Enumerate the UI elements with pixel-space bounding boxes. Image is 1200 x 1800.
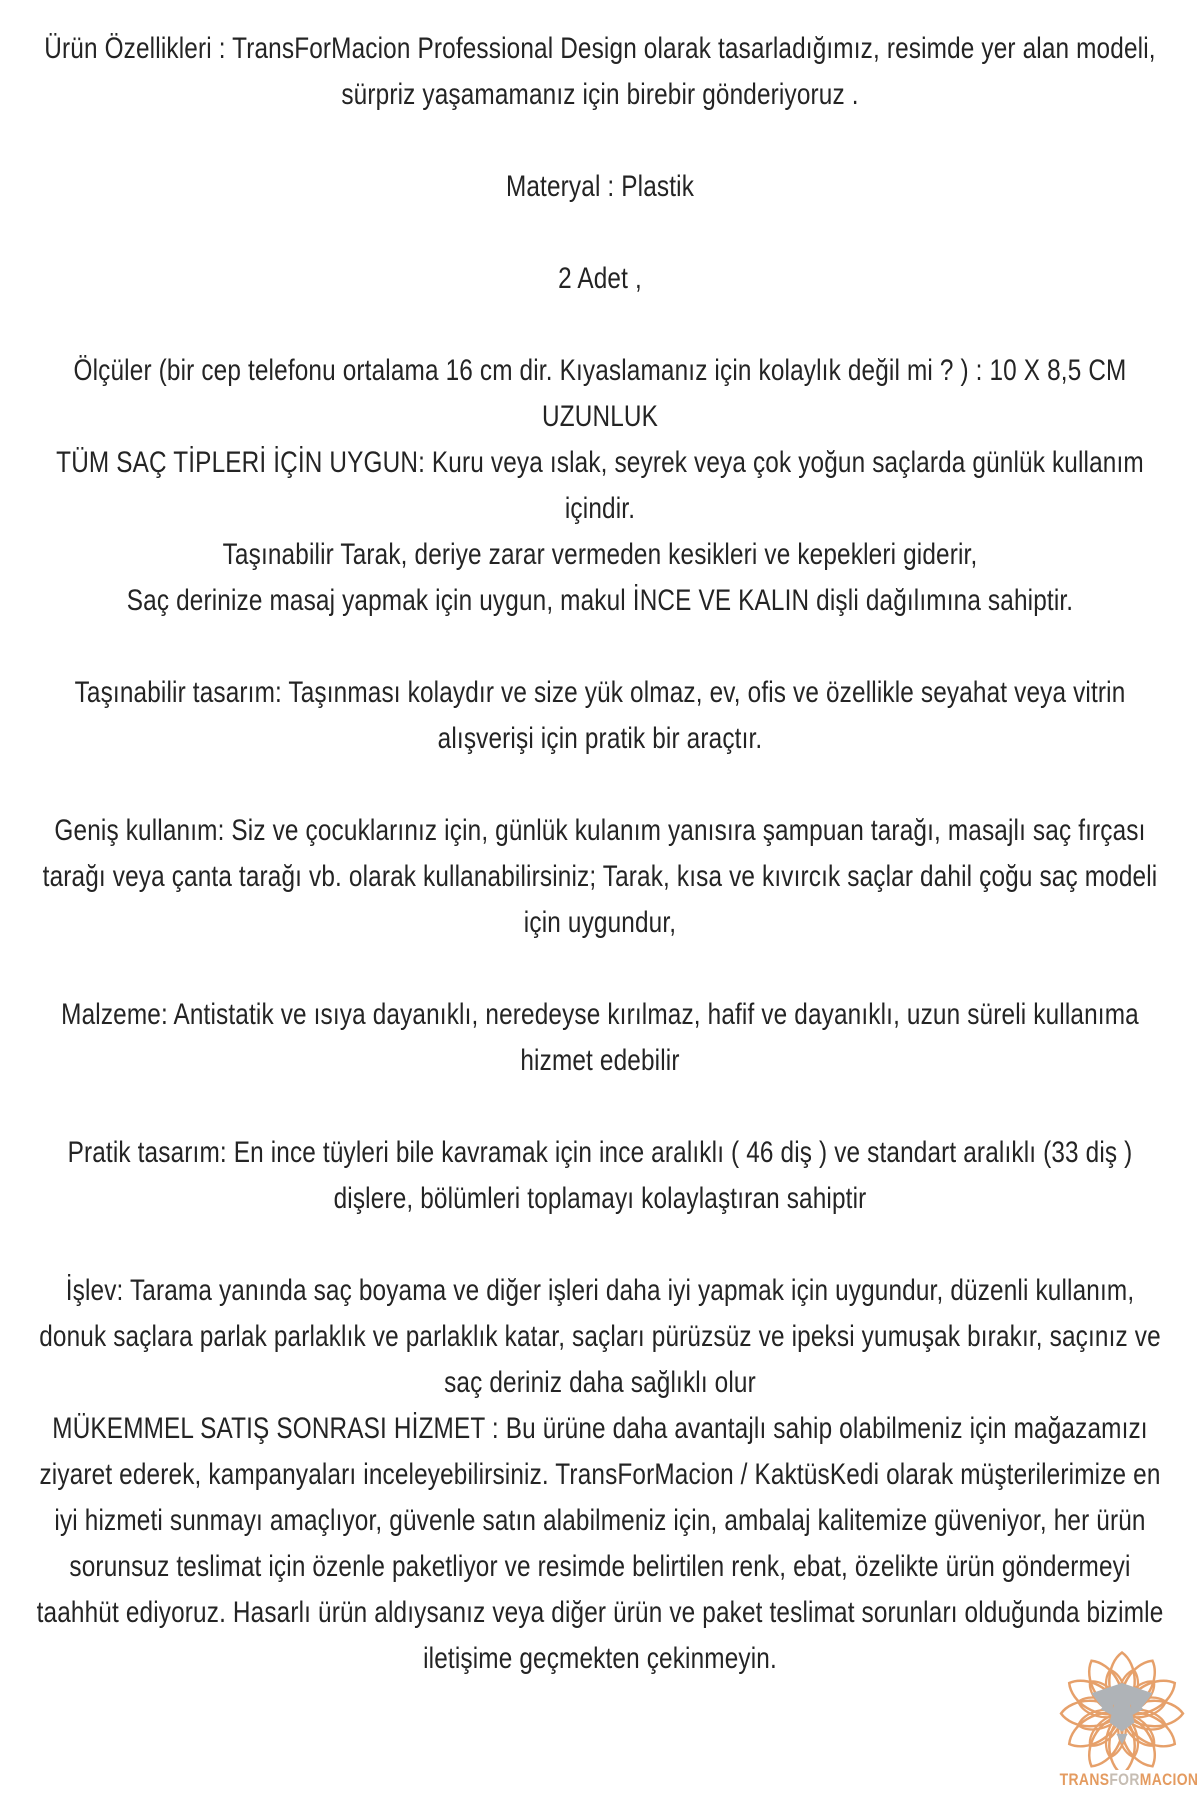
paragraph-portable-comb: Taşınabilir Tarak, deriye zarar vermeden kesikleri ve kepekleri giderir,	[222, 538, 978, 571]
lion-icon	[1046, 1648, 1198, 1770]
paragraph-intro: Ürün Özellikleri : TransForMacion Professional Design olarak tasarladığımız, resimde yer alan modeli, sürpriz yaşamamanız için birebir gönderiyoruz .	[44, 32, 1156, 111]
transformacion-logo	[1046, 1648, 1198, 1790]
brand-wordmark	[1059, 1770, 1199, 1790]
brand-part-for: FOR	[1109, 1770, 1140, 1789]
paragraph-dimensions: Ölçüler (bir cep telefonu ortalama 16 cm dir. Kıyaslamanız için kolaylık değil mi ? ) : 10 X 8,5 CM UZUNLUK	[73, 354, 1127, 433]
paragraph-portable-design: Taşınabilir tasarım: Taşınması kolaydır ve size yük olmaz, ev, ofis ve özellikle seyahat veya vitrin alışverişi için pratik bir araçtır.	[74, 676, 1126, 755]
paragraph-wide-use: Geniş kullanım: Siz ve çocuklarınız için, günlük kulanım yanısıra şampuan tarağı, masajlı saç fırçası tarağı veya çanta tarağı vb. olarak kullanabilirsiniz; Tarak, kısa ve kıvırcık saçlar dahil çoğu saç modeli için uygundur,	[42, 814, 1158, 939]
paragraph-practical-design: Pratik tasarım: En ince tüyleri bile kavramak için ince aralıklı ( 46 diş ) ve standart aralıklı (33 diş ) dişlere, bölümleri toplamayı kolaylaştıran sahiptir	[67, 1136, 1133, 1215]
paragraph-quantity: 2 Adet ,	[558, 262, 642, 295]
paragraph-massage: Saç derinize masaj yapmak için uygun, makul İNCE VE KALIN dişli dağılımına sahiptir.	[126, 584, 1074, 617]
brand-part-macion: MACION	[1139, 1770, 1199, 1789]
product-description	[0, 26, 1200, 1682]
paragraph-function: İşlev: Tarama yanında saç boyama ve diğer işleri daha iyi yapmak için uygundur, düzenli kullanım, donuk saçlara parlak parlaklık ve parlaklık katar, saçları pürüzsüz ve ipeksi yumuşak bırakır, saçınız ve saç deriniz daha sağlıklı olur	[39, 1274, 1161, 1399]
brand-part-trans: TRANS	[1059, 1770, 1110, 1789]
paragraph-hair-types: TÜM SAÇ TİPLERİ İÇİN UYGUN: Kuru veya ıslak, seyrek veya çok yoğun saçlarda günlük kullanım içindir.	[56, 446, 1144, 525]
paragraph-material: Materyal : Plastik	[505, 170, 695, 203]
paragraph-material-props: Malzeme: Antistatik ve ısıya dayanıklı, neredeyse kırılmaz, hafif ve dayanıklı, uzun süreli kullanıma hizmet edebilir	[61, 998, 1139, 1077]
paragraph-after-sales: MÜKEMMEL SATIŞ SONRASI HİZMET : Bu ürüne daha avantajlı sahip olabilmeniz için mağazamızı ziyaret ederek, kampanyaları inceleyebilirsiniz. TransForMacion / KaktüsKedi olarak müşterilerimize en iyi hizmeti sunmayı amaçlıyor, güvenle satın alabilmeniz için, ambalaj kalitemize güveniyor, her ürün sorunsuz teslimat için özenle paketliyor ve resimde belirtilen renk, ebat, özelikte ürün göndermeyi taahhüt ediyoruz. Hasarlı ürün aldıysanız veya diğer ürün ve paket teslimat sorunları olduğunda bizimle iletişime geçmekten çekinmeyin.	[36, 1412, 1164, 1675]
